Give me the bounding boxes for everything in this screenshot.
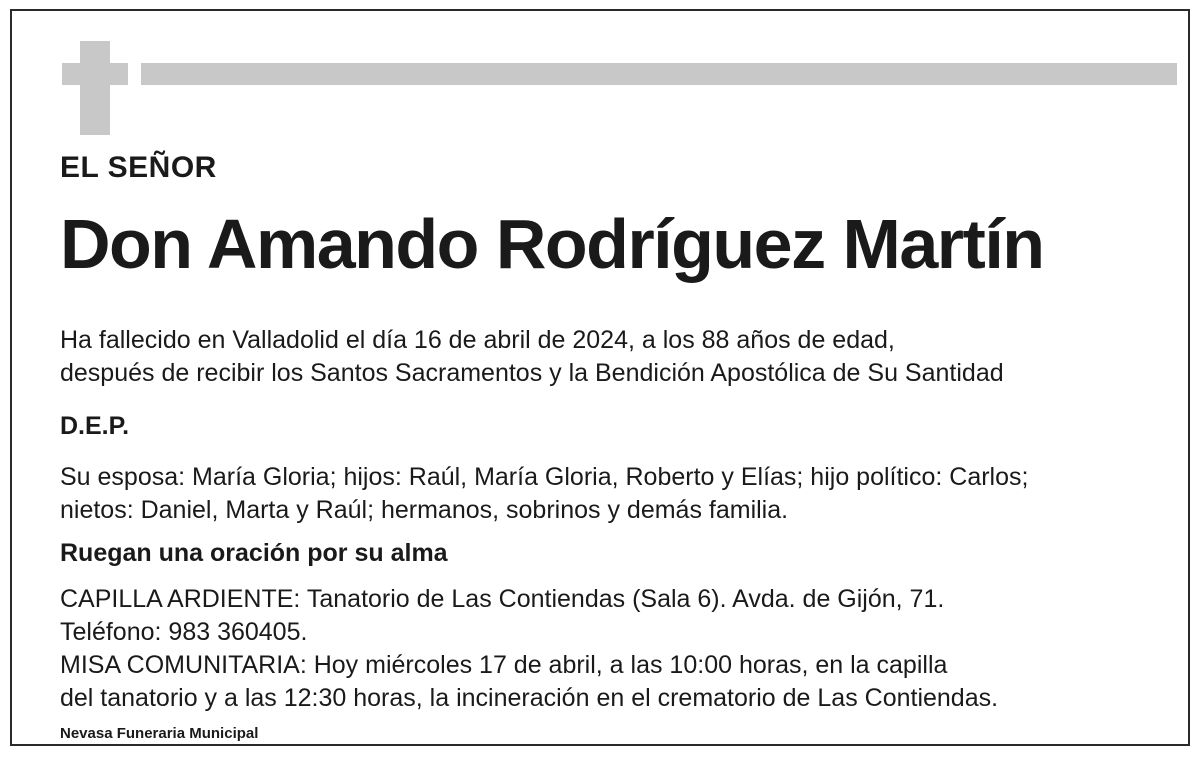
- header-rule: [141, 63, 1177, 85]
- notice-heading: EL SEÑOR: [60, 151, 217, 184]
- family-line: nietos: Daniel, Marta y Raúl; hermanos, sobrinos y demás familia.: [60, 496, 789, 524]
- service-line: del tanatorio y a las 12:30 horas, la incineración en el crematorio de Las Contiendas.: [60, 684, 999, 712]
- service-line: CAPILLA ARDIENTE: Tanatorio de Las Contiendas (Sala 6). Avda. de Gijón, 71.: [60, 585, 945, 613]
- intro-paragraph: [60, 324, 1004, 390]
- obituary-notice: [10, 9, 1190, 746]
- cross-horizontal-bar: [62, 63, 128, 85]
- service-line: MISA COMUNITARIA: Hoy miércoles 17 de abril, a las 10:00 horas, en la capilla: [60, 651, 948, 679]
- family-line: Su esposa: María Gloria; hijos: Raúl, María Gloria, Roberto y Elías; hijo político: Carlos;: [60, 463, 1029, 491]
- service-details: [60, 583, 998, 715]
- funeral-home-credit: Nevasa Funeraria Municipal: [60, 725, 259, 742]
- prayer-request: Ruegan una oración por su alma: [60, 539, 448, 567]
- dep-label: D.E.P.: [60, 412, 130, 440]
- deceased-name: Don Amando Rodríguez Martín: [60, 205, 1044, 283]
- cross-vertical-bar: [80, 41, 110, 135]
- family-paragraph: [60, 461, 1028, 527]
- service-line: Teléfono: 983 360405.: [60, 618, 308, 646]
- intro-line: Ha fallecido en Valladolid el día 16 de abril de 2024, a los 88 años de edad,: [60, 326, 895, 354]
- intro-line: después de recibir los Santos Sacramentos y la Bendición Apostólica de Su Santidad: [60, 359, 1004, 387]
